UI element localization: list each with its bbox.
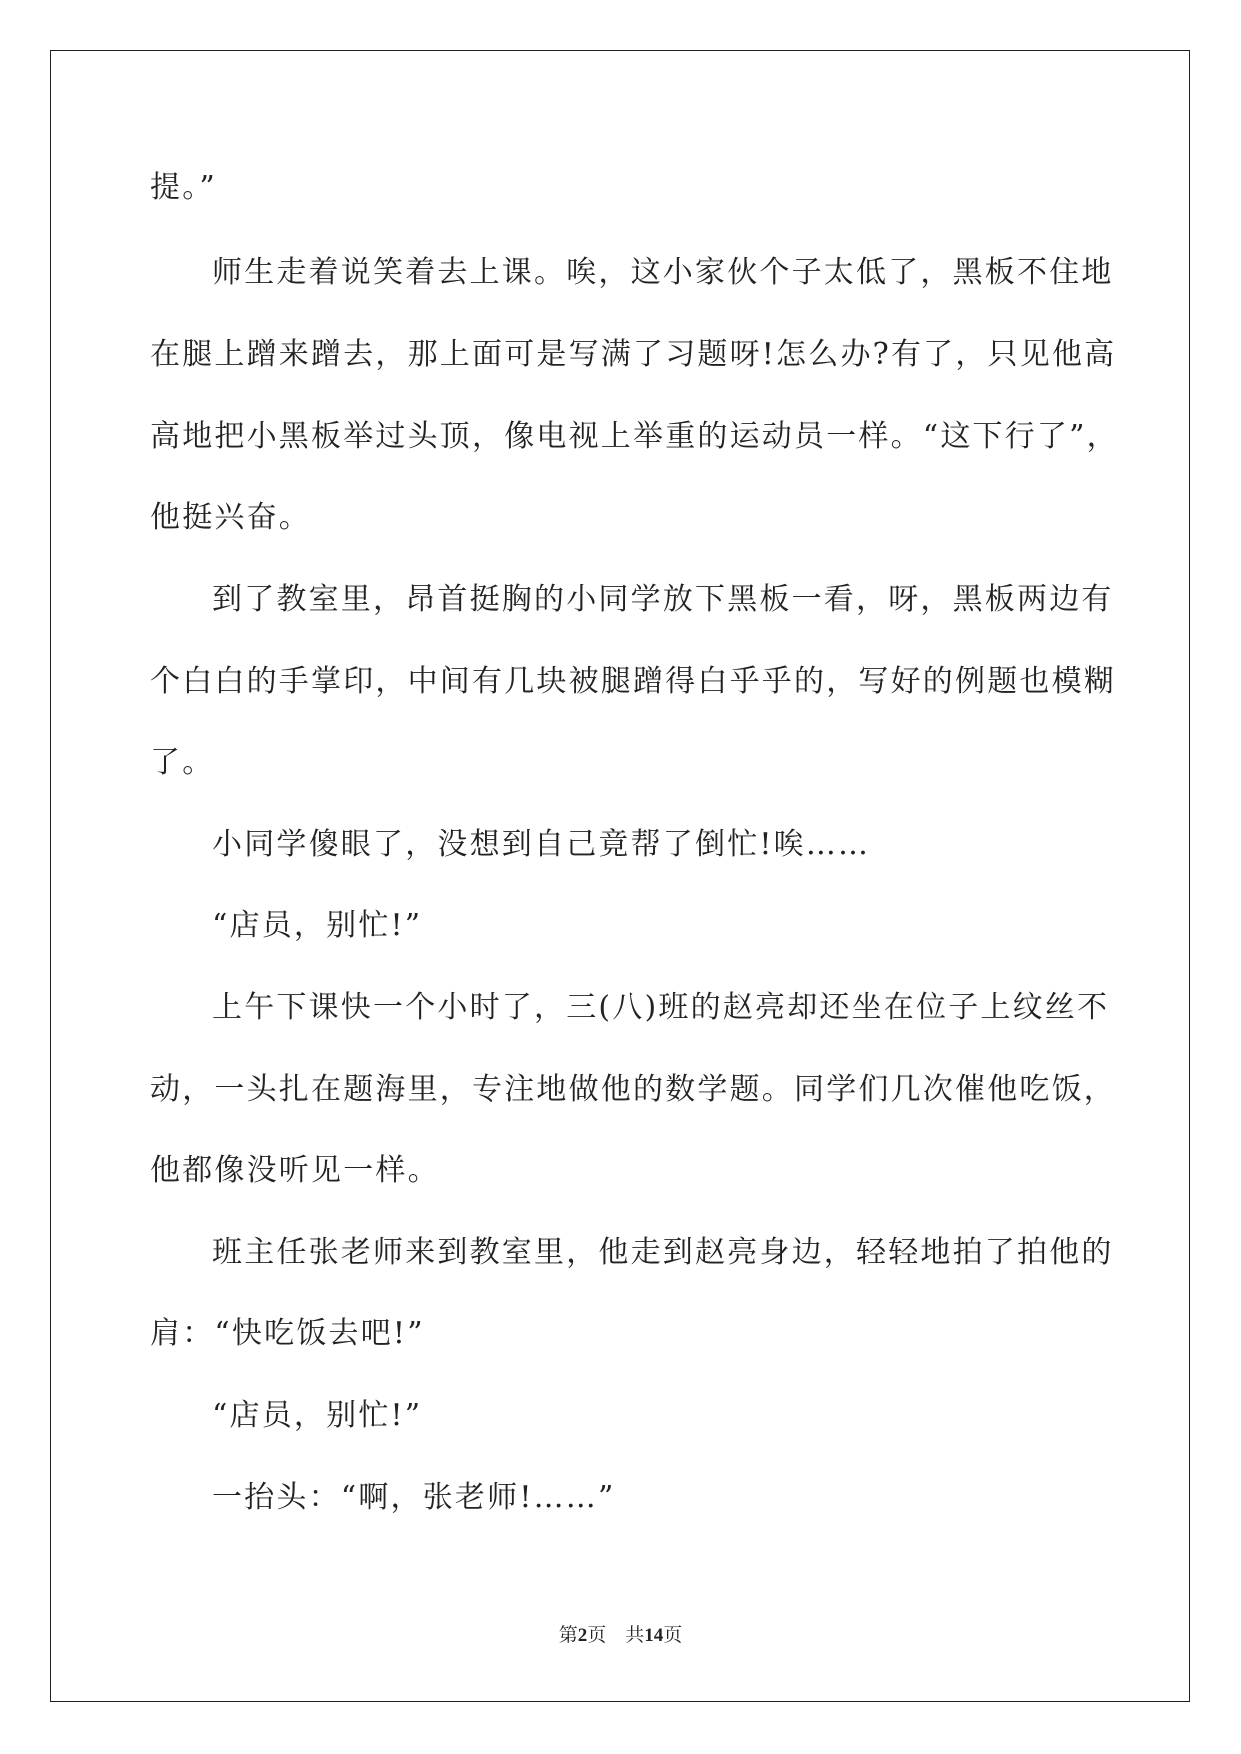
total-prefix: 共	[625, 1625, 645, 1646]
text-line: 一抬头：“啊，张老师!……”	[212, 1480, 616, 1515]
text-line: 肩：“快吃饭去吧!”	[150, 1316, 425, 1351]
text-line: 师生走着说笑着去上课。唉，这小家伙个子太低了，黑板不住地	[212, 255, 1114, 290]
text-line: 个白白的手掌印，中间有几块被腿蹭得白乎乎的，写好的例题也模糊	[150, 664, 1116, 699]
total-suffix: 页	[663, 1625, 683, 1646]
text-line: 高地把小黑板举过头顶，像电视上举重的运动员一样。“这下行了”，	[150, 419, 1119, 454]
total-pages: 14	[644, 1625, 664, 1646]
page-prefix: 第	[558, 1625, 578, 1646]
text-line: 他都像没听见一样。	[150, 1153, 440, 1188]
text-line: 他挺兴奋。	[150, 500, 311, 535]
text-line: 动，一头扎在题海里，专注地做他的数学题。同学们几次催他吃饭，	[150, 1072, 1116, 1107]
page-suffix: 页	[587, 1625, 607, 1646]
text-line: 上午下课快一个小时了，三(八)班的赵亮却还坐在位子上纹丝不	[212, 990, 1110, 1025]
text-line: “店员，别忙!”	[212, 908, 423, 943]
page-number: 2	[577, 1625, 588, 1646]
page-footer	[0, 1620, 1241, 1647]
text-line: 在腿上蹭来蹭去，那上面可是写满了习题呀!怎么办?有了，只见他高	[150, 337, 1117, 372]
text-line: 小同学傻眼了，没想到自己竟帮了倒忙!唉……	[212, 827, 871, 862]
page-border	[50, 50, 1190, 1702]
text-line: 到了教室里，昂首挺胸的小同学放下黑板一看，呀，黑板两边有	[212, 582, 1114, 617]
text-line: “店员，别忙!”	[212, 1398, 423, 1433]
text-line: 了。	[150, 745, 215, 780]
text-line: 班主任张老师来到教室里，他走到赵亮身边，轻轻地拍了拍他的	[212, 1235, 1114, 1270]
text-line: 提。”	[150, 170, 217, 205]
